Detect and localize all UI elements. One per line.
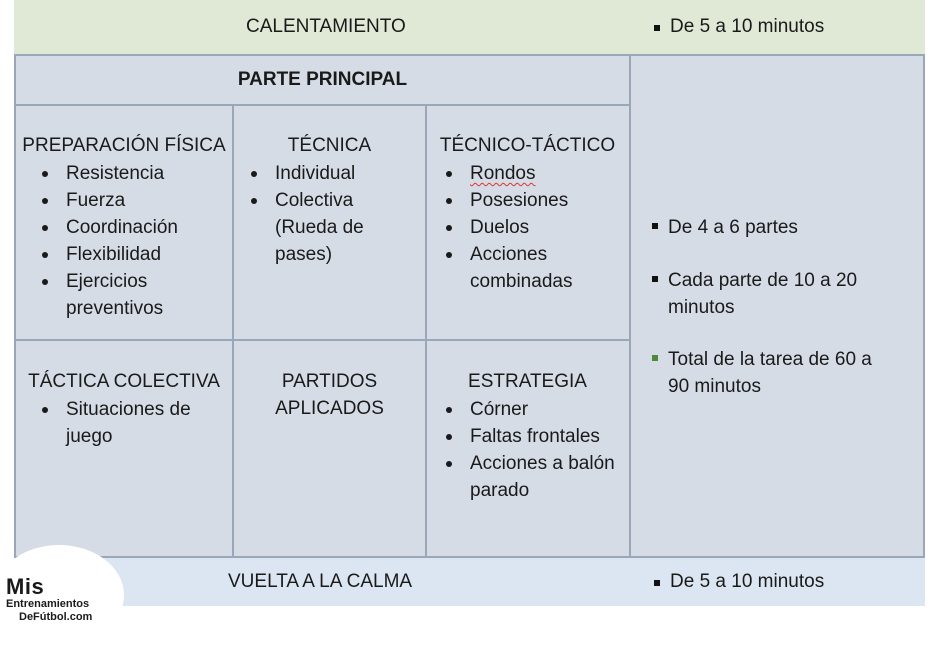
list-item: Acciones a balón parado (436, 450, 620, 504)
list-item: Fuerza (32, 187, 227, 214)
physical-list (32, 160, 227, 322)
divider (629, 56, 631, 556)
divider (425, 104, 427, 556)
list-item: Duelos (436, 214, 621, 241)
cooldown-duration-text: De 5 a 10 minutos (670, 571, 825, 592)
warmup-duration (654, 16, 824, 38)
logo-text: Entrenamientos (6, 598, 90, 610)
cell-title-collective-tactics: TÁCTICA COLECTIVA (28, 371, 220, 392)
cell-title-technique: TÉCNICA (287, 135, 372, 156)
square-bullet-icon (652, 355, 658, 361)
cooldown-title: VUELTA A LA CALMA (228, 571, 413, 592)
logo-text: Mis (6, 574, 45, 599)
main-part-title: PARTE PRINCIPAL (237, 69, 408, 90)
list-item: Colectiva (Rueda de pases) (241, 187, 375, 268)
side-note-text: Total de la tarea de 60 a 90 minutos (668, 349, 872, 397)
list-item: Faltas frontales (436, 423, 621, 450)
spellcheck-word: Rondos (470, 163, 536, 184)
square-bullet-icon (652, 223, 658, 229)
square-bullet-icon (654, 25, 660, 31)
list-item (436, 160, 621, 187)
strategy-list (436, 396, 621, 504)
warmup-row (14, 0, 925, 54)
warmup-duration-text: De 5 a 10 minutos (670, 16, 825, 37)
side-note (652, 214, 902, 241)
cell-title-applied-matches: PARTIDOS APLICADOS (275, 371, 384, 419)
technical-tactical-list (436, 160, 621, 295)
cell-title-strategy: ESTRATEGIA (468, 371, 587, 392)
list-item: Córner (436, 396, 621, 423)
divider (16, 339, 629, 341)
collective-tactics-list (32, 396, 232, 450)
list-item: Individual (241, 160, 421, 187)
cooldown-duration (654, 571, 824, 593)
warmup-title: CALENTAMIENTO (246, 16, 406, 37)
divider (232, 104, 234, 556)
technique-list (241, 160, 421, 268)
side-note-text: Cada parte de 10 a 20 minutos (668, 270, 858, 318)
list-item: Coordinación (32, 214, 227, 241)
list-item: Flexibilidad (32, 241, 227, 268)
list-item: Ejercicios preventivos (32, 268, 186, 322)
cell-title-physical: PREPARACIÓN FÍSICA (22, 135, 226, 156)
square-bullet-icon (652, 276, 658, 282)
side-note (652, 346, 887, 400)
square-bullet-icon (654, 580, 660, 586)
side-note (652, 267, 882, 321)
cooldown-row (14, 558, 925, 606)
side-note-text: De 4 a 6 partes (668, 217, 798, 238)
logo-text: DeFútbol.com (19, 611, 93, 623)
list-item: Acciones combinadas (436, 241, 590, 295)
list-item: Situaciones de juego (32, 396, 231, 450)
cell-title-technical-tactical: TÉCNICO-TÁCTICO (439, 135, 616, 156)
list-item: Posesiones (436, 187, 621, 214)
list-item: Resistencia (32, 160, 227, 187)
divider (16, 104, 629, 106)
